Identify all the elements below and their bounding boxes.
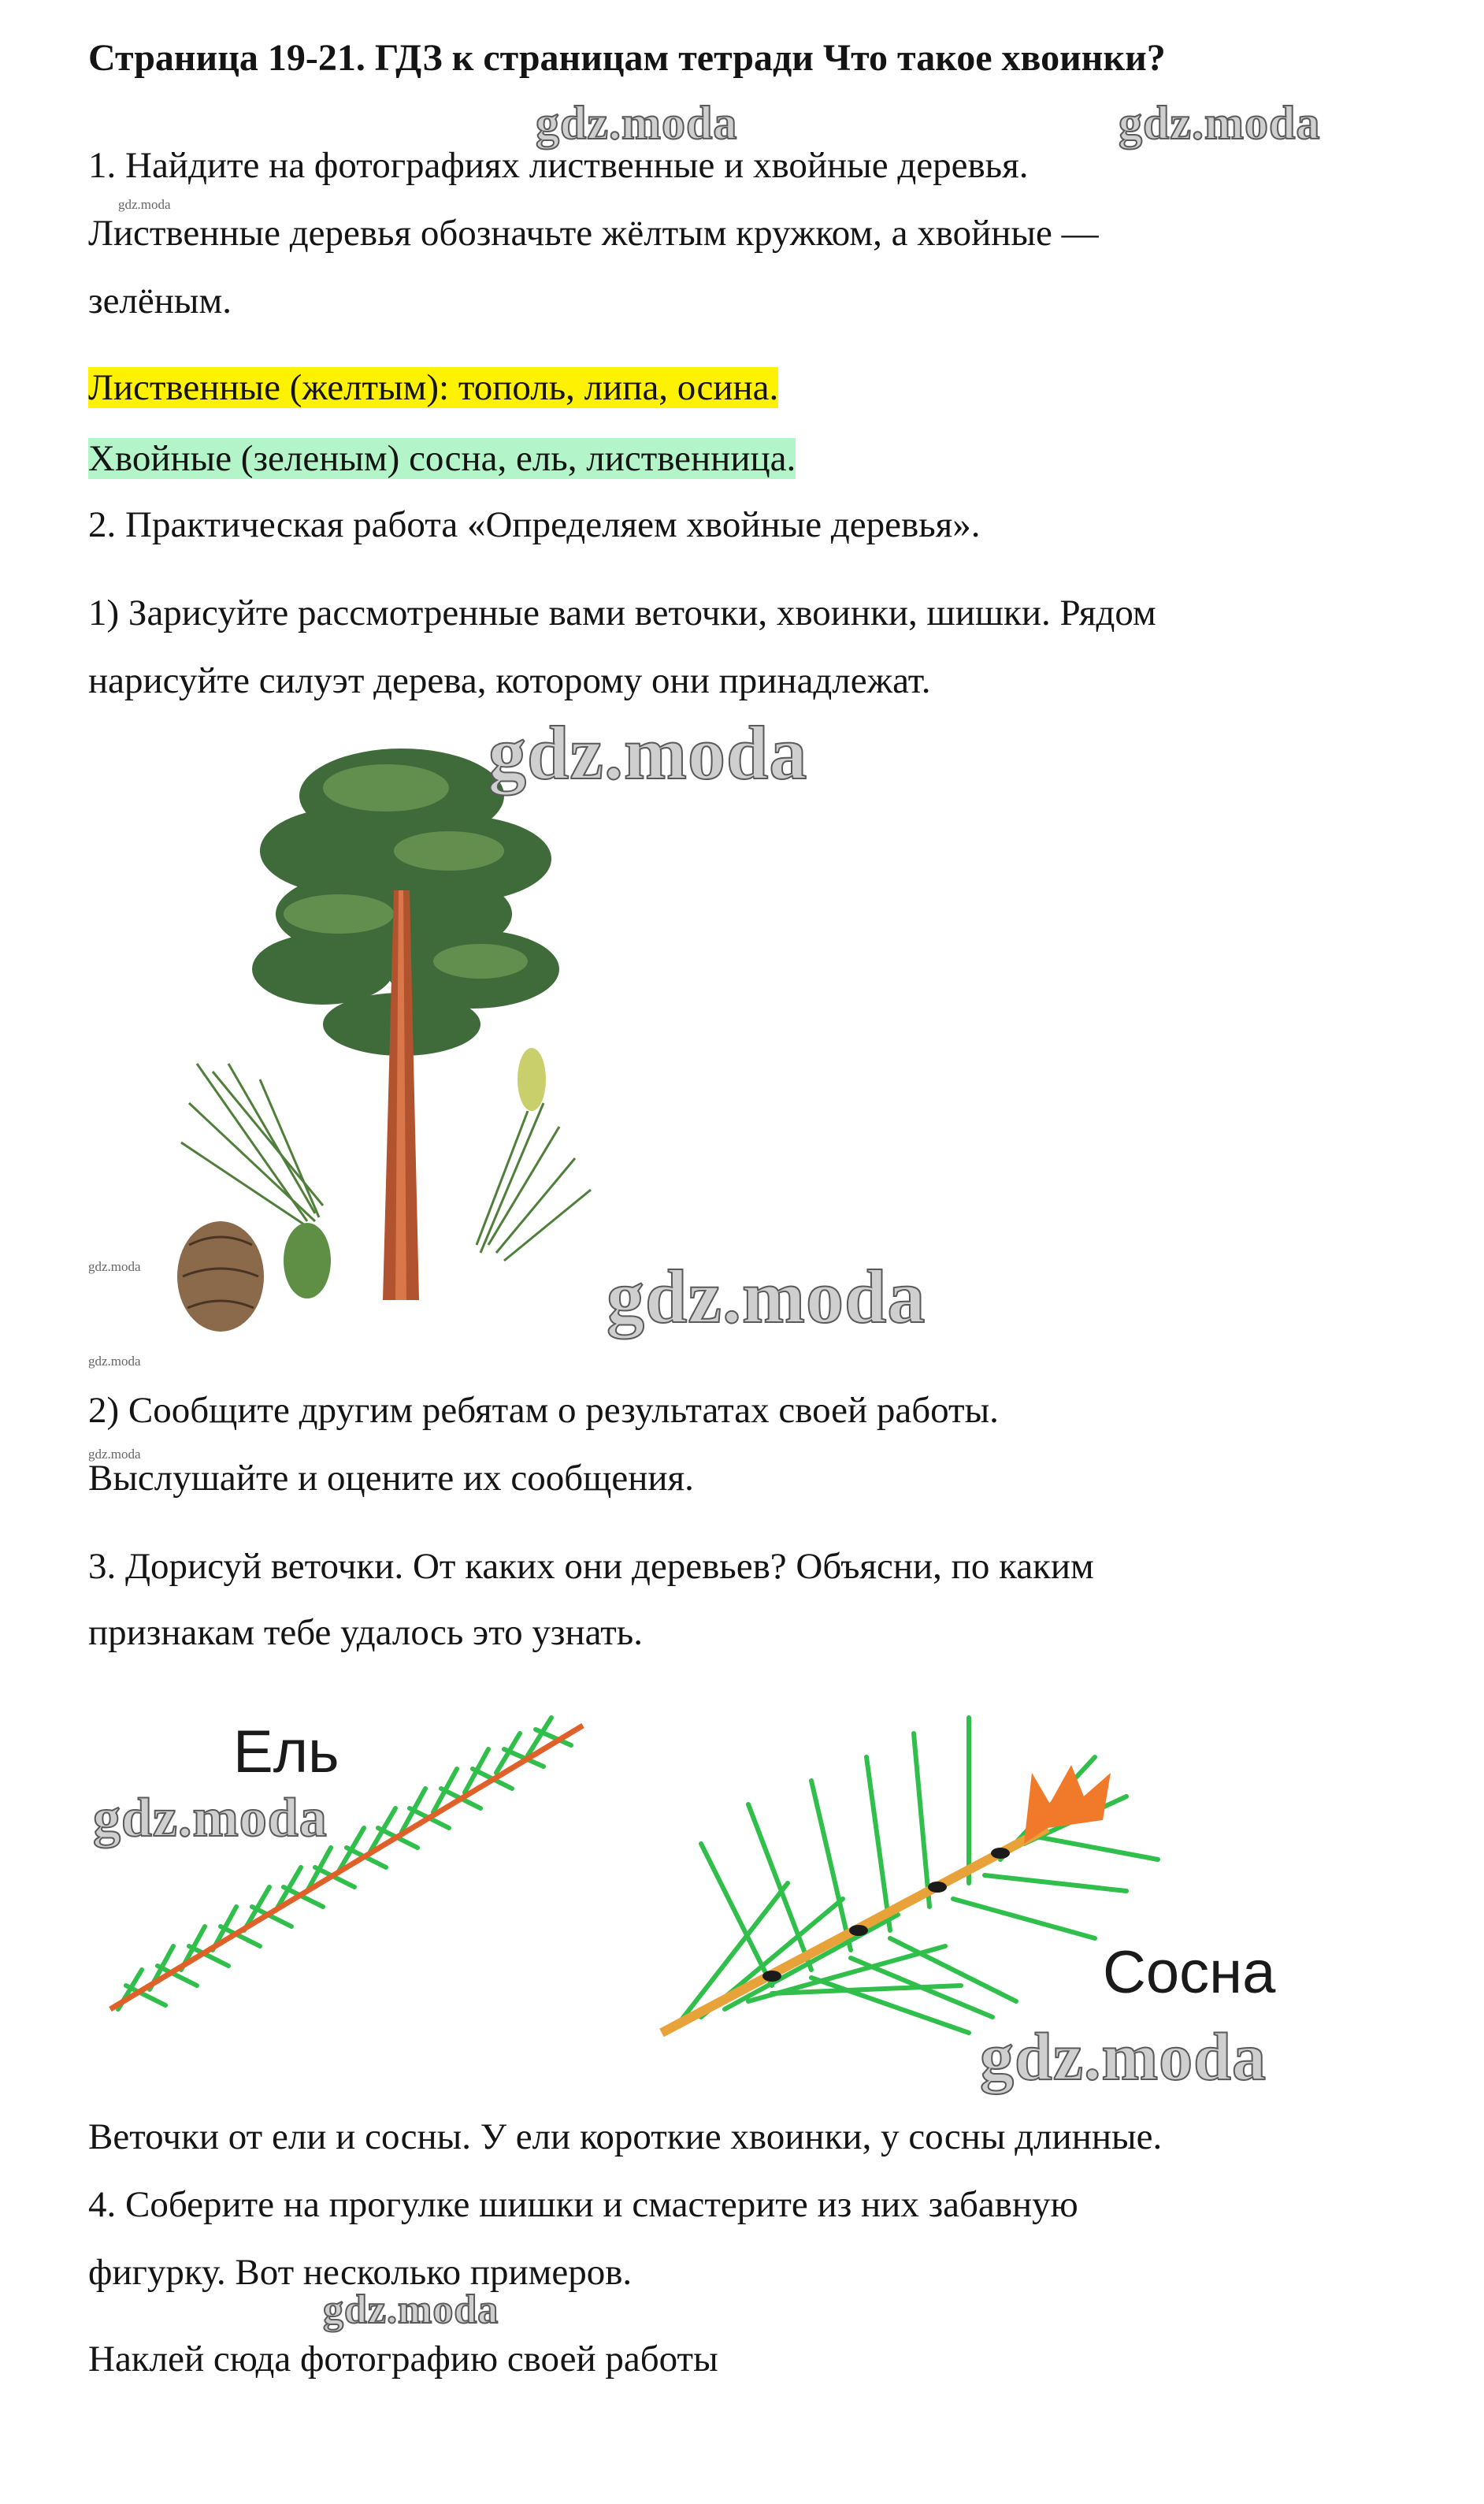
task3-answer: Веточки от ели и сосны. У ели короткие хвоинки, у сосны длинные. xyxy=(88,2116,1163,2157)
task3-line-1: 3. Дорисуй веточки. От каких они деревьев? Объясни, по каким xyxy=(88,1546,1094,1587)
answer-conifer-text: Хвойные (зеленым) сосна, ель, лиственница. xyxy=(88,438,796,479)
watermark: gdz.moda xyxy=(607,1254,926,1339)
watermark: gdz.moda xyxy=(488,711,808,795)
spruce-branch-drawing xyxy=(95,1694,662,2025)
watermark: gdz.moda xyxy=(93,1788,328,1848)
answer-deciduous-text: Лиственные (желтым): тополь, липа, осина. xyxy=(88,367,779,408)
watermark: gdz.moda xyxy=(980,2019,1267,2094)
answer-deciduous xyxy=(88,364,778,411)
task2-sub2-line-1: 2) Сообщите другим ребятам о результатах своей работы. xyxy=(88,1390,999,1431)
task2-heading: 2. Практическая работа «Определяем хвойные деревья». xyxy=(88,504,981,545)
task1-line-3: зелёным. xyxy=(88,280,232,321)
watermark: gdz.moda xyxy=(1119,97,1321,149)
watermark-small: gdz.moda xyxy=(118,197,171,212)
page-title: Страница 19-21. ГДЗ к страницам тетради Что такое хвоинки? xyxy=(88,37,1166,79)
answer-conifer xyxy=(88,435,796,482)
watermark: gdz.moda xyxy=(536,97,738,149)
task2-sub1-line-2: нарисуйте силуэт дерева, которому они принадлежат. xyxy=(88,660,931,701)
task2-sub1-line-1: 1) Зарисуйте рассмотренные вами веточки, хвоинки, шишки. Рядом xyxy=(88,593,1156,633)
task4-line-2: фигурку. Вот несколько примеров. xyxy=(88,2252,633,2293)
watermark-small: gdz.moda xyxy=(88,1447,141,1462)
watermark-small: gdz.moda xyxy=(88,1259,141,1274)
pine-tree-illustration xyxy=(165,733,654,1347)
task4-footer: Наклей сюда фотографию своей работы xyxy=(88,2339,718,2380)
watermark-small: gdz.moda xyxy=(88,1354,141,1369)
task3-line-2: признакам тебе удалось это узнать. xyxy=(88,1612,643,1653)
task1-line-1: 1. Найдите на фотографиях лиственные и хвойные деревья. xyxy=(88,145,1029,186)
label-pine: Сосна xyxy=(1103,1939,1276,2006)
watermark: gdz.moda xyxy=(323,2287,499,2332)
task1-line-2: Лиственные деревья обозначьте жёлтым кружком, а хвойные — xyxy=(88,213,1099,254)
task4-line-1: 4. Соберите на прогулке шишки и смастерите из них забавную xyxy=(88,2184,1078,2225)
task2-sub2-line-2: Выслушайте и оцените их сообщения. xyxy=(88,1458,694,1499)
label-spruce: Ель xyxy=(233,1718,339,1785)
